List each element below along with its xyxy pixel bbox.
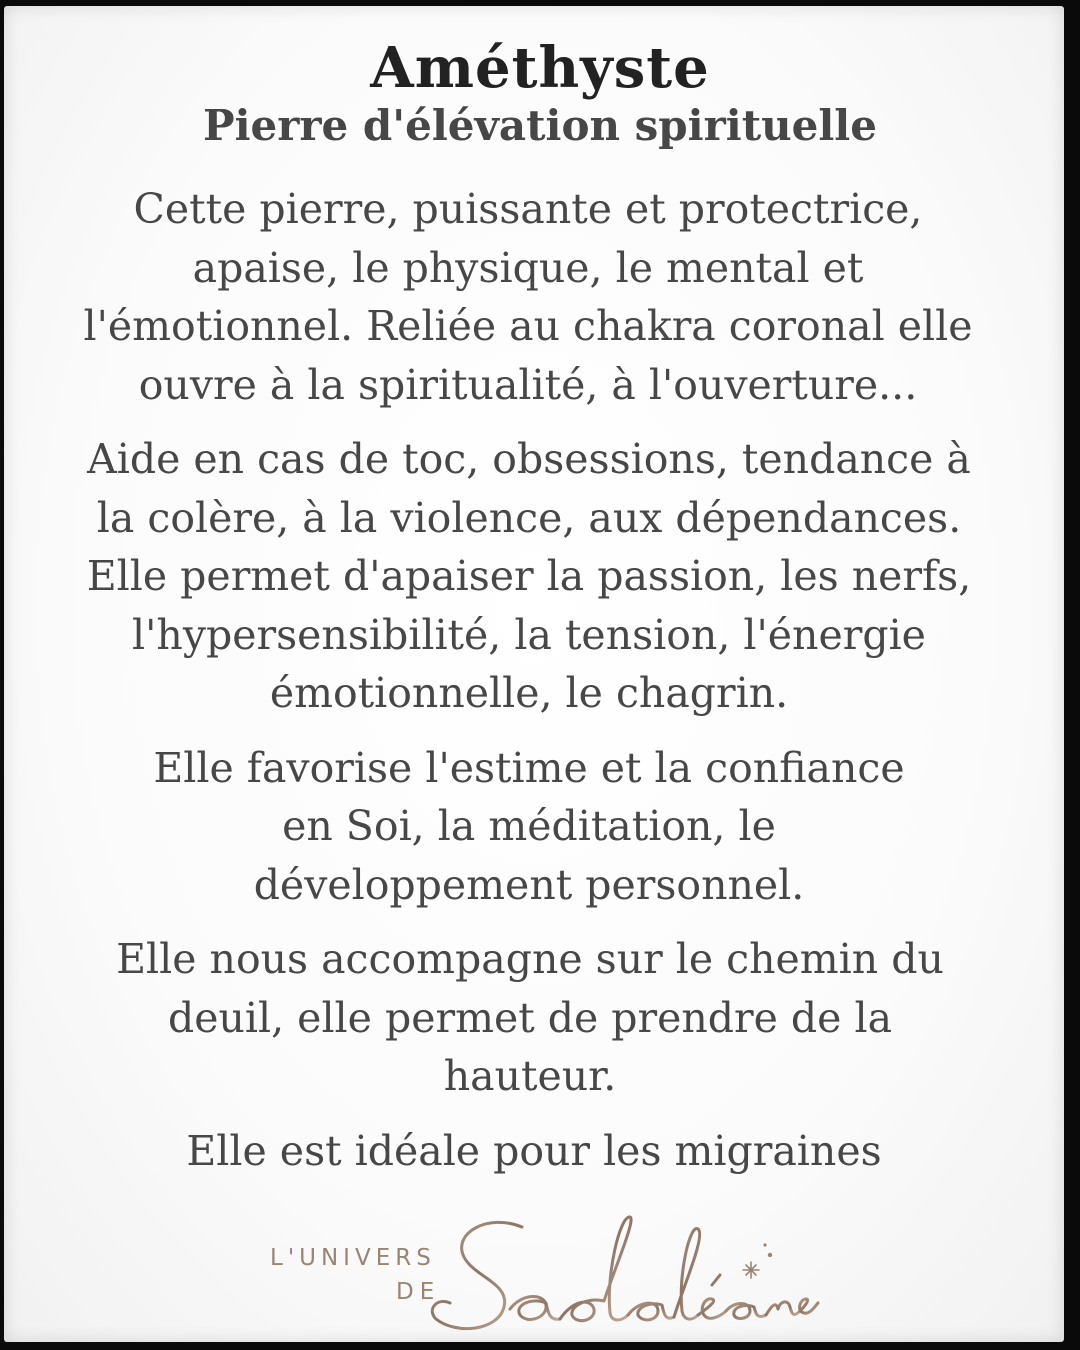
paragraph-description — [4, 180, 1064, 414]
paragraph-line: Elle permet d'apaiser la passion, les nerfs, — [86, 552, 972, 600]
brand-logo — [260, 1205, 820, 1340]
paragraph-migraines — [4, 1122, 1064, 1181]
paragraph-line: deuil, elle permet de prendre de la — [167, 993, 893, 1042]
text-card — [4, 6, 1064, 1342]
logo-line-univers: L'UNIVERS — [270, 1245, 436, 1271]
paragraph-line: l'émotionnel. Reliée au chakra coronal elle — [83, 302, 973, 350]
paragraph-self-esteem — [4, 739, 1064, 915]
paragraph-line: Cette pierre, puissante et protectrice, — [133, 185, 923, 233]
paragraph-grief — [4, 930, 1064, 1106]
page-title: Améthyste — [370, 35, 710, 101]
paragraph-line: en Soi, la méditation, le — [282, 802, 776, 850]
paragraph-line: Elle favorise l'estime et la confiance — [153, 743, 905, 792]
paragraph-line: Elle nous accompagne sur le chemin du — [116, 935, 944, 983]
card-content — [4, 6, 1064, 1180]
page-subtitle: Pierre d'élévation spirituelle — [203, 101, 877, 150]
paragraph-line: Elle est idéale pour les migraines — [186, 1126, 882, 1175]
paragraph-line: ouvre à la spiritualité, à l'ouverture... — [138, 360, 918, 409]
paragraph-line: la colère, à la violence, aux dépendances. — [96, 493, 962, 542]
paragraph-line: apaise, le physique, le mental et — [192, 243, 864, 292]
paragraph-uses — [4, 430, 1064, 723]
paragraph-line: Aide en cas de toc, obsessions, tendance à — [87, 435, 971, 483]
paragraph-line: hauteur. — [443, 1052, 617, 1100]
logo-script-signature — [260, 1205, 820, 1340]
paragraph-line: l'hypersensibilité, la tension, l'énergie — [132, 610, 926, 659]
paragraph-line: développement personnel. — [253, 860, 805, 909]
paragraph-line: émotionnelle, le chagrin. — [269, 669, 789, 717]
logo-line-de: DE — [396, 1279, 441, 1305]
